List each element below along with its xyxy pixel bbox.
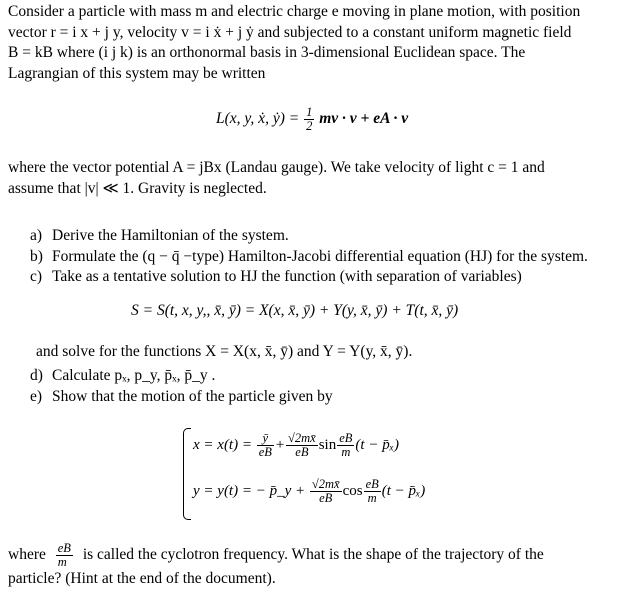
cos-function: cos [342,482,363,499]
x-equation [193,432,399,459]
task-label: b) [30,247,43,265]
cyclotron-fraction [56,542,73,569]
fraction-denominator: m [341,445,351,459]
task-item-c [30,267,610,288]
task-label: e) [30,387,43,405]
closing-where: where [8,546,46,564]
task-item-a [30,226,610,247]
task-label: a) [30,227,43,244]
where-paragraph [8,158,608,199]
task-item-b [30,247,610,268]
intro-line-4: Lagrangian of this system may be written [8,64,266,82]
intro-line-1: Consider a particle with mass m and electric charge e moving in plane motion, with position [8,3,581,20]
fraction-numerator: ȳ [257,432,274,446]
task-list-abc [30,226,610,288]
closing-line-1-rest: is called the cyclotron frequency. What is the shape of the trajectory of the [82,546,544,564]
lagrangian-equation [216,106,408,133]
task-list-de [30,366,610,407]
closing-line-1 [8,542,608,569]
fraction-denominator: 2 [306,119,313,133]
where-line-2: assume that |v| ≪ 1. Gravity is neglected. [8,179,267,197]
fraction-denominator: m [57,555,67,569]
fraction-denominator: eB [319,491,333,505]
y-fraction-3 [364,478,381,505]
task-text: Show that the motion of the particle given by [52,387,333,405]
task-text: Calculate pₓ, p_y, p̄ₓ, p̄_y . [52,367,216,384]
lagrangian-lhs: L(x, y, ẋ, ẏ) = [216,110,300,128]
fraction-numerator: eB [339,431,353,445]
x-fraction-3 [337,432,354,459]
y-tail: (t − p̄ₓ) [381,482,426,499]
task-text: Derive the Hamiltonian of the system. [52,227,289,244]
where-line-1: where the vector potential A = jBx (Landau gauge). We take velocity of light c = 1 and [8,159,545,176]
fraction-numerator: eB [57,541,71,555]
y-fraction-2 [310,478,342,505]
closing-paragraph [8,542,608,590]
fraction-denominator: m [367,491,377,505]
y-lhs: y = y(t) = − p̄_y + [193,482,306,499]
task-item-e [30,387,610,408]
intro-paragraph [8,2,608,84]
task-text: Take as a tentative solution to HJ the function (with separation of variables) [52,268,522,286]
motion-equation-system [183,428,503,520]
fraction-numerator: 1 [306,105,313,119]
fraction-numerator: √2mx̄ [311,477,340,491]
x-lhs: x = x(t) = [193,436,252,453]
task-item-d [30,366,610,387]
x-fraction-2 [286,432,318,459]
intro-line-2: vector r = i x + j y, velocity v = i ẋ + j ẏ and subjected to a constant uniform magnetic field [8,23,572,41]
lagrangian-half-fraction [304,106,314,133]
fraction-numerator: eB [365,477,379,491]
fraction-denominator: eB [258,445,272,459]
left-brace [183,428,191,520]
y-equation [193,478,425,505]
x-plus: + [274,436,286,453]
fraction-numerator: √2mx̄ [288,431,316,445]
lagrangian-rhs: mv · v + eA · v [319,110,409,128]
x-fraction-1 [257,432,274,459]
s-function-equation: S = S(t, x, y,, x̄, ȳ) = X(x, x̄, ȳ) + Y(y, x̄, ȳ) + T(t, x̄, ȳ) [131,302,459,319]
closing-line-2: particle? (Hint at the end of the document). [8,570,276,587]
x-tail: (t − p̄ₓ) [355,436,399,453]
intro-line-3: B = kB where (i j k) is an orthonormal basis in 3-dimensional Euclidean space. The [8,44,526,62]
task-label: d) [30,367,43,384]
solve-line: and solve for the functions X = X(x, x̄, ȳ) and Y = Y(y, x̄, ȳ). [36,343,413,360]
fraction-denominator: eB [295,445,309,459]
task-label: c) [30,268,43,286]
sin-function: sin [318,436,337,453]
task-text: Formulate the (q − q̄ −type) Hamilton-Jacobi differential equation (HJ) for the system. [52,247,588,265]
